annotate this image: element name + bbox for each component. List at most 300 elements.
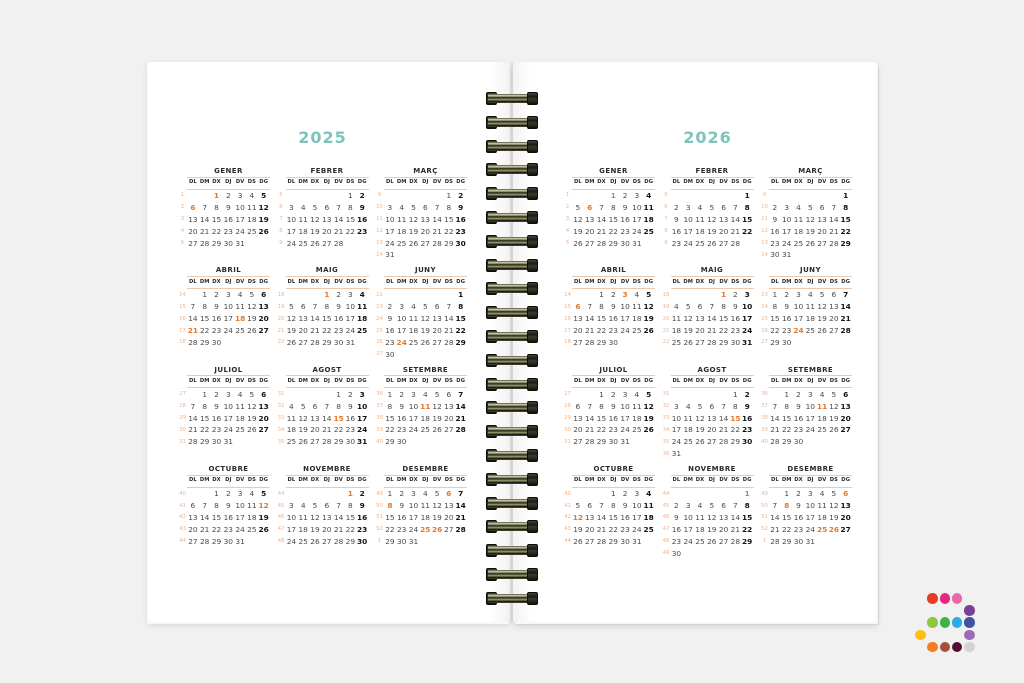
day-cell: 27 — [695, 337, 705, 347]
week-number: 43 — [564, 526, 571, 533]
day-header: DL — [770, 378, 779, 385]
day-header: DJ — [422, 278, 429, 285]
day-cell: 9 — [359, 202, 365, 212]
day-cell: 2 — [610, 290, 616, 300]
day-cell: 19 — [310, 524, 320, 534]
day-cell: 10 — [683, 214, 693, 224]
day-cell: 2 — [622, 190, 628, 200]
week-row — [563, 313, 655, 325]
week-row — [563, 336, 655, 348]
day-cell: 6 — [300, 302, 306, 312]
week-number: 31 — [277, 391, 285, 398]
day-cell: 24 — [235, 226, 245, 236]
day-cell: 21 — [730, 524, 741, 534]
day-cell: 4 — [697, 501, 703, 511]
day-header: DJ — [708, 179, 716, 186]
day-cell: 16 — [770, 226, 780, 236]
day-cell: 14 — [199, 214, 210, 224]
day-cell: 16 — [793, 413, 804, 423]
logo-dot-yellow — [915, 630, 926, 641]
day-cell: 23 — [793, 524, 804, 534]
day-cell: 14 — [584, 314, 595, 324]
day-cell: 13 — [695, 314, 705, 324]
day-cell: 4 — [249, 489, 255, 499]
day-headers-row — [563, 376, 655, 386]
day-header: DG — [841, 477, 851, 484]
day-header: DJ — [225, 477, 232, 484]
week-row — [563, 500, 655, 512]
week-row — [760, 213, 852, 225]
day-cell: 12 — [247, 401, 257, 411]
month-title: OCTUBRE — [593, 465, 634, 474]
day-header: DV — [432, 179, 442, 186]
day-cell: 24 — [286, 238, 297, 248]
day-cell: 25 — [683, 437, 693, 447]
day-header: DG — [259, 378, 269, 385]
day-cell: 13 — [573, 413, 583, 423]
day-cell: 13 — [573, 314, 583, 324]
day-cell: 29 — [385, 437, 395, 447]
month-title: AGOST — [312, 365, 342, 374]
day-cell: 28 — [333, 536, 344, 546]
day-cell: 11 — [632, 401, 642, 411]
day-cell: 12 — [707, 214, 717, 224]
day-cell: 30 — [742, 437, 753, 447]
day-header: DG — [456, 378, 466, 385]
day-cell: 28 — [455, 524, 466, 534]
day-header: DV — [817, 477, 827, 484]
day-header: DM — [298, 378, 309, 385]
week-row — [178, 412, 270, 424]
week-number: 37 — [376, 403, 383, 410]
week-number: 9 — [279, 240, 283, 246]
day-cell: 10 — [345, 302, 356, 312]
day-cell: 31 — [235, 238, 245, 248]
day-cell: 21 — [730, 226, 741, 236]
day-cell: 16 — [730, 314, 741, 324]
day-cell: 2 — [772, 202, 778, 212]
day-cell: 12 — [310, 512, 320, 522]
day-cell: 11 — [695, 214, 705, 224]
week-row — [375, 249, 467, 261]
day-cell: 16 — [671, 226, 682, 236]
day-cell: 9 — [348, 401, 353, 411]
day-header: DL — [188, 278, 197, 285]
day-header: DL — [573, 179, 582, 186]
day-cell: 14 — [730, 512, 741, 522]
day-cell: 15 — [211, 512, 222, 522]
month-title: MAIG — [700, 266, 724, 275]
week-number: 49 — [376, 490, 383, 497]
day-cell: 4 — [399, 202, 405, 212]
day-headers-row — [760, 277, 852, 287]
day-cell: 24 — [805, 524, 815, 534]
spiral-wire — [488, 499, 536, 508]
day-cell: 9 — [674, 214, 679, 224]
day-cell: 24 — [385, 238, 395, 248]
day-cell: 22 — [718, 326, 729, 335]
week-row — [662, 547, 754, 559]
day-cell: 27 — [188, 238, 198, 248]
day-cell: 25 — [420, 524, 431, 534]
day-cell: 31 — [632, 238, 642, 248]
day-cell: 25 — [298, 238, 308, 248]
week-number: 14 — [564, 291, 571, 298]
day-cell: 19 — [408, 226, 419, 236]
week-row — [375, 201, 467, 213]
month-abril-2026 — [563, 266, 655, 348]
day-cell: 27 — [322, 238, 332, 248]
day-cell: 10 — [805, 401, 815, 411]
day-cell: 29 — [608, 536, 618, 546]
day-header: DS — [247, 278, 257, 285]
day-header: DJ — [323, 179, 331, 186]
month-title: JUNY — [800, 266, 821, 275]
day-cell: 10 — [235, 202, 245, 212]
day-cell: 3 — [289, 202, 294, 212]
day-cell: 1 — [324, 290, 330, 300]
day-cell: 23 — [211, 425, 222, 435]
day-cell: 21 — [455, 413, 466, 423]
day-cell: 23 — [357, 226, 368, 236]
day-cell: 19 — [829, 413, 839, 423]
year-heading-2026: 2026 — [683, 128, 732, 147]
day-cell: 25 — [695, 238, 705, 248]
month-title: AGOST — [697, 365, 727, 374]
day-cell: 2 — [458, 190, 464, 200]
week-number: 9 — [377, 192, 382, 199]
day-cell: 24 — [286, 536, 297, 546]
day-header: DM — [298, 477, 309, 484]
week-row — [375, 301, 467, 313]
week-number: 50 — [761, 502, 768, 509]
day-cell: 17 — [286, 524, 297, 534]
week-row — [375, 348, 467, 360]
day-cell: 28 — [584, 337, 595, 347]
day-cell: 17 — [793, 314, 804, 324]
day-cell: 26 — [829, 425, 839, 435]
week-number: 13 — [761, 240, 768, 246]
day-cell: 5 — [575, 202, 581, 212]
day-cell: 30 — [345, 437, 356, 447]
day-header: DX — [794, 378, 803, 385]
week-row — [662, 325, 754, 337]
day-cell: 22 — [385, 524, 395, 534]
week-number: 21 — [662, 327, 670, 334]
day-header: DX — [212, 378, 221, 385]
day-cell: 3 — [359, 389, 365, 399]
day-cell: 4 — [300, 202, 306, 212]
week-row — [760, 325, 852, 337]
day-cell: 4 — [422, 489, 428, 499]
day-headers-row — [662, 277, 754, 287]
week-row — [760, 523, 852, 535]
day-cell: 9 — [733, 302, 738, 312]
week-number: 29 — [564, 415, 571, 422]
week-row — [563, 511, 655, 523]
day-cell: 28 — [840, 326, 851, 335]
day-headers-row — [375, 178, 467, 188]
week-row — [277, 313, 369, 325]
day-cell: 4 — [646, 190, 652, 200]
week-row — [662, 388, 754, 400]
month-novembre-2026 — [662, 465, 754, 559]
day-cell: 20 — [298, 326, 308, 335]
day-cell: 16 — [620, 512, 630, 522]
day-cell: 8 — [348, 501, 353, 511]
day-cell: 16 — [223, 512, 233, 522]
day-header: DL — [287, 278, 296, 285]
day-cell: 22 — [781, 425, 792, 435]
day-cell: 31 — [632, 536, 642, 546]
day-cell: 16 — [671, 524, 682, 534]
day-headers-row — [563, 277, 655, 287]
day-cell: 26 — [247, 425, 257, 435]
day-cell: 16 — [345, 413, 356, 423]
day-cell: 30 — [730, 337, 741, 347]
week-number: 32 — [277, 403, 285, 410]
day-cell: 19 — [683, 326, 693, 335]
day-cell: 27 — [718, 536, 729, 546]
day-cell: 8 — [610, 501, 616, 511]
day-cell: 13 — [322, 512, 332, 522]
day-header: DJ — [807, 378, 814, 385]
day-cell: 14 — [596, 214, 607, 224]
day-cell: 25 — [408, 337, 419, 347]
day-header: DV — [817, 378, 827, 385]
day-cell: 10 — [620, 302, 630, 312]
day-header: DX — [597, 477, 606, 484]
month-title: ABRIL — [600, 266, 627, 275]
day-cell: 29 — [770, 337, 780, 347]
day-cell: 17 — [408, 413, 419, 423]
day-cell: 29 — [345, 536, 356, 546]
day-cell: 28 — [584, 437, 595, 447]
week-number: 1 — [762, 538, 767, 545]
day-header: DJ — [708, 378, 716, 385]
day-cell: 26 — [828, 524, 840, 534]
week-number: 51 — [376, 514, 383, 521]
week-row — [277, 336, 369, 348]
day-cell: 27 — [584, 238, 595, 248]
day-cell: 13 — [258, 302, 269, 312]
day-cell: 13 — [829, 302, 839, 312]
day-cell: 19 — [695, 425, 705, 435]
day-cell: 30 — [770, 250, 780, 260]
week-number: 36 — [376, 391, 383, 398]
day-cell: 19 — [247, 314, 257, 324]
day-cell: 3 — [348, 290, 353, 300]
day-headers-row — [760, 178, 852, 188]
day-cell: 4 — [634, 290, 640, 300]
day-cell: 10 — [396, 314, 407, 324]
day-cell: 29 — [211, 238, 222, 248]
day-cell: 3 — [744, 290, 750, 300]
day-cell: 1 — [202, 389, 208, 399]
day-cell: 24 — [632, 524, 642, 534]
day-header: DV — [432, 378, 442, 385]
week-number: 6 — [279, 204, 283, 211]
day-cell: 15 — [455, 314, 466, 324]
logo-dot-indigo — [964, 617, 975, 628]
week-row — [662, 225, 754, 237]
day-cell: 24 — [357, 425, 368, 435]
day-cell: 28 — [455, 425, 466, 435]
day-cell: 30 — [333, 337, 344, 347]
day-cell: 4 — [237, 290, 243, 300]
day-cell: 24 — [620, 425, 630, 435]
spiral-loop — [486, 449, 538, 462]
week-number: 22 — [662, 339, 670, 346]
week-number: 52 — [761, 526, 768, 533]
week-row — [375, 436, 467, 448]
day-cell: 27 — [840, 524, 851, 534]
day-cell: 15 — [385, 413, 395, 423]
week-row — [178, 190, 270, 202]
spiral-loop — [486, 163, 538, 176]
day-cell: 28 — [730, 238, 741, 248]
week-number: 16 — [564, 315, 571, 322]
day-cell: 21 — [333, 226, 344, 236]
day-cell: 14 — [770, 413, 780, 423]
page-left-2025 — [148, 62, 510, 622]
day-cell: 11 — [247, 202, 257, 212]
day-header: DS — [731, 179, 740, 186]
week-row — [662, 448, 754, 460]
day-cell: 28 — [188, 337, 198, 347]
month-març-2026 — [760, 167, 852, 261]
week-number: 3 — [180, 216, 185, 223]
day-cell: 27 — [420, 238, 430, 248]
day-cell: 27 — [817, 238, 827, 248]
day-cell: 4 — [422, 389, 428, 399]
day-cell: 25 — [805, 326, 815, 335]
day-cell: 2 — [225, 489, 231, 499]
week-number: 29 — [179, 415, 186, 422]
week-row — [563, 325, 655, 337]
day-header: DG — [259, 179, 269, 186]
week-row — [375, 511, 467, 523]
day-cell: 27 — [707, 437, 717, 447]
day-cell: 13 — [322, 214, 332, 224]
day-cell: 6 — [709, 401, 715, 411]
week-row — [760, 237, 852, 249]
day-cell: 15 — [742, 512, 753, 522]
week-row — [375, 523, 467, 535]
day-cell: 29 — [718, 337, 729, 347]
spiral-wire — [488, 356, 536, 365]
week-number: 38 — [761, 415, 768, 422]
week-number: 51 — [761, 514, 768, 521]
day-cell: 8 — [202, 401, 208, 411]
day-cell: 11 — [420, 401, 431, 411]
day-cell: 25 — [632, 425, 642, 435]
day-header: DM — [396, 278, 407, 285]
day-cell: 18 — [643, 512, 654, 522]
day-cell: 19 — [432, 512, 442, 522]
day-cell: 10 — [408, 501, 419, 511]
day-cell: 28 — [596, 536, 607, 546]
day-cell: 3 — [225, 389, 231, 399]
day-cell: 11 — [805, 302, 815, 312]
day-cell: 18 — [695, 226, 705, 236]
day-cell: 1 — [744, 190, 750, 200]
day-cell: 26 — [805, 238, 815, 248]
day-header: DG — [841, 179, 851, 186]
week-number: 37 — [761, 403, 768, 410]
week-row — [178, 511, 270, 523]
day-cell: 21 — [584, 326, 595, 335]
day-header: DG — [841, 278, 851, 285]
day-header: DS — [632, 179, 642, 186]
day-cell: 7 — [733, 501, 738, 511]
day-cell: 30 — [211, 337, 222, 347]
week-row — [277, 511, 369, 523]
day-cell: 13 — [432, 314, 442, 324]
day-header: DS — [247, 378, 257, 385]
day-header: DL — [287, 378, 296, 385]
week-number: 4 — [180, 228, 185, 235]
week-row — [375, 388, 467, 400]
day-header: DM — [781, 477, 792, 484]
day-cell: 29 — [781, 437, 792, 447]
week-row — [178, 325, 270, 337]
day-cell: 27 — [584, 536, 595, 546]
day-cell: 29 — [455, 337, 466, 347]
day-cell: 9 — [796, 501, 801, 511]
day-cell: 25 — [235, 425, 245, 435]
day-cell: 18 — [357, 314, 368, 324]
day-cell: 3 — [289, 501, 294, 511]
day-cell: 26 — [286, 337, 297, 347]
day-cell: 14 — [770, 512, 780, 522]
day-cell: 28 — [199, 238, 210, 248]
week-number: 15 — [179, 303, 186, 310]
day-cell: 21 — [707, 326, 717, 335]
day-cell: 27 — [258, 425, 269, 435]
day-cell: 15 — [345, 214, 356, 224]
day-cell: 26 — [310, 536, 320, 546]
day-cell: 17 — [632, 214, 642, 224]
day-header: DL — [188, 378, 197, 385]
day-cell: 18 — [286, 425, 297, 435]
day-cell: 13 — [817, 214, 827, 224]
week-row — [662, 523, 754, 535]
week-number: 40 — [376, 438, 383, 445]
week-row — [277, 213, 369, 225]
day-cell: 9 — [622, 501, 628, 511]
day-cell: 24 — [742, 326, 753, 335]
month-març-2025 — [375, 167, 467, 261]
day-cell: 31 — [620, 437, 630, 447]
week-row — [375, 412, 467, 424]
day-cell: 26 — [310, 238, 320, 248]
week-number: 19 — [662, 303, 670, 310]
day-cell: 8 — [202, 302, 208, 312]
day-cell: 4 — [646, 489, 652, 499]
day-cell: 21 — [188, 425, 198, 435]
day-header: DS — [444, 278, 454, 285]
day-cell: 3 — [674, 401, 679, 411]
day-cell: 13 — [310, 413, 320, 423]
day-cell: 16 — [211, 314, 222, 324]
day-cell: 1 — [843, 190, 849, 200]
day-cell: 1 — [784, 489, 790, 499]
week-row — [760, 289, 852, 301]
month-desembre-2026 — [760, 465, 852, 547]
day-cell: 3 — [685, 501, 691, 511]
day-header: DS — [346, 477, 355, 484]
